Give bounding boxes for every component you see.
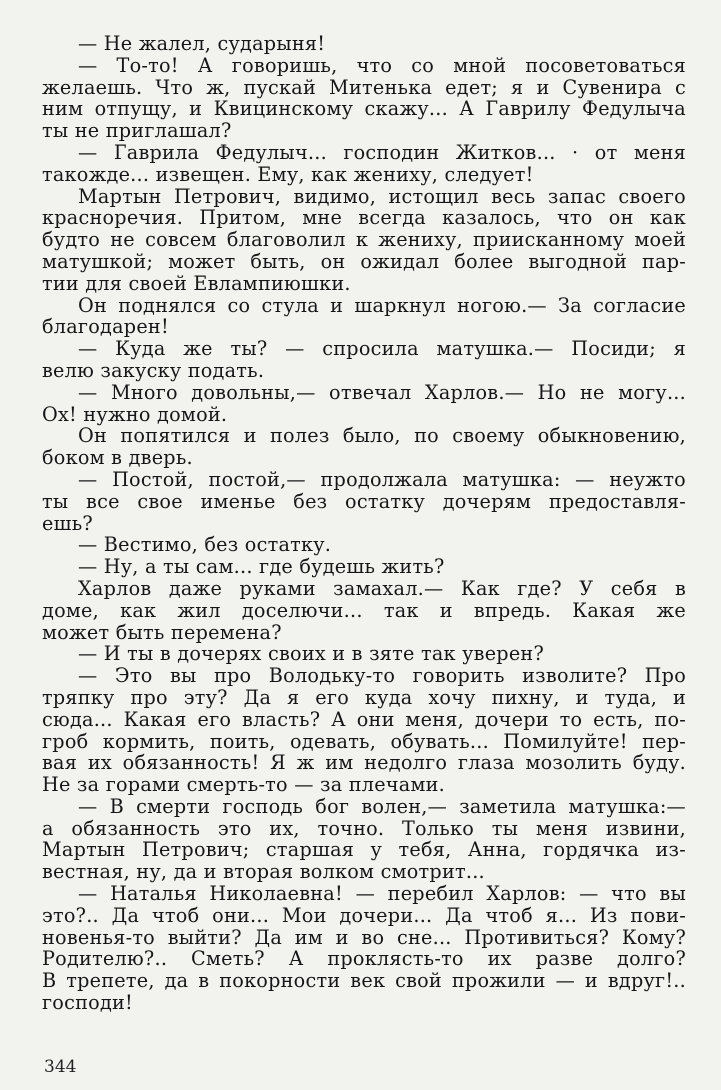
text-line: вая их обязанность! Я ж им недолго глаза мозолить буду. <box>42 751 686 775</box>
text-line: такожде... извещен. Ему, как жениху, следует! <box>42 162 534 186</box>
text-line: В трепете, да в покорности век свой прожили — и вдруг!.. <box>42 969 686 993</box>
paragraph <box>42 142 686 186</box>
paragraph <box>42 665 686 796</box>
text-line: доме, как жил доселючи... так и впредь. Какая же <box>42 598 686 622</box>
paragraph <box>42 883 686 1014</box>
text-line: Родителю?.. Сметь? А проклясть-то их разве долго? <box>42 947 686 971</box>
text-line: сюда... Какая его власть? А они меня, дочери то есть, по- <box>42 707 686 731</box>
text-line: будто не совсем благоволил к жениху, приисканному моей <box>42 228 686 252</box>
text-line: Мартын Петрович; старшая у тебя, Анна, гордячка из- <box>42 838 686 862</box>
paragraph <box>42 186 686 295</box>
text-line: — Постой, постой,— продолжала матушка: — неужто <box>78 467 686 491</box>
text-line: боком в дверь. <box>42 446 193 470</box>
text-line: — Много довольны,— отвечал Харлов.— Но не могу... <box>78 380 686 404</box>
paragraph <box>42 33 686 55</box>
paragraph <box>42 55 686 142</box>
text-line: а обязанность это их, точно. Только ты меня извини, <box>42 816 686 840</box>
text-line: вестная, ну, да и вторая волком смотрит... <box>42 860 485 884</box>
text-line: — Гаврила Федулыч... господин Житков... · от меня <box>78 140 686 164</box>
text-line: Харлов даже руками замахал.— Как где? У себя в <box>78 576 686 600</box>
paragraph <box>42 295 686 339</box>
text-line: — Не жалел, сударыня! <box>78 32 326 55</box>
text-line: благодарен! <box>42 315 169 339</box>
text-line: ты все свое именье без остатку дочерям предоставля- <box>42 489 686 513</box>
text-line: — Это вы про Володьку-то говорить изволите? Про <box>78 664 686 688</box>
text-line: — И ты в дочерях своих и в зяте так уверен? <box>78 642 545 666</box>
text-line: Мартын Петрович, видимо, истощил весь запас своего <box>78 184 686 208</box>
text-line: — Вестимо, без остатку. <box>78 533 332 557</box>
text-line: тии для своей Евлампиюшки. <box>42 271 351 295</box>
paragraph <box>42 425 686 469</box>
paragraph <box>42 643 686 665</box>
text-line: Он попятился и полез было, по своему обыкновению, <box>78 424 686 448</box>
paragraph <box>42 469 686 534</box>
text-line: красноречия. Притом, мне всегда казалось, что он как <box>42 206 686 230</box>
text-line: — Наталья Николаевна! — перебил Харлов: — что вы <box>78 882 686 906</box>
text-line: господи! <box>42 991 134 1015</box>
paragraph <box>42 556 686 578</box>
paragraph <box>42 796 686 883</box>
text-line: — В смерти господь бог волен,— заметила матушка:— <box>78 794 686 818</box>
text-line: Ох! нужно домой. <box>42 402 228 426</box>
text-line: ним отпущу, и Квицинскому скажу... А Гаврилу Федулыча <box>42 97 686 121</box>
text-line: велю закуску подать. <box>42 358 265 382</box>
text-line: — Куда же ты? — спросила матушка.— Посиди; я <box>78 337 686 361</box>
paragraph <box>42 382 686 426</box>
page-text <box>42 33 686 1014</box>
text-line: Не за горами смерть-то — за плечами. <box>42 773 446 797</box>
text-line: это?.. Да чтоб они... Мои дочери... Да чтоб я... Из пови- <box>42 903 686 927</box>
text-line: гроб кормить, поить, одевать, обувать... Помилуйте! пер- <box>42 729 686 753</box>
text-line: Он поднялся со стула и шаркнул ногою.— За согласие <box>78 293 686 317</box>
text-line: может быть перемена? <box>42 620 282 644</box>
text-line: — Ну, а ты сам... где будешь жить? <box>78 555 445 579</box>
text-line: тряпку про эту? Да я его куда хочу пихну, и туда, и <box>42 685 686 709</box>
text-line: матушкой; может быть, он ожидал более выгодной пар- <box>42 249 686 273</box>
page-number: 344 <box>44 1057 77 1077</box>
paragraph <box>42 338 686 382</box>
text-line: новенья-то выйти? Да им и во сне... Противиться? Кому? <box>42 925 686 949</box>
text-line: желаешь. Что ж, пускай Митенька едет; я и Сувенира с <box>42 75 686 99</box>
paragraph <box>42 534 686 556</box>
text-line: ты не приглашал? <box>42 119 232 143</box>
text-line: ешь? <box>42 511 93 535</box>
paragraph <box>42 578 686 643</box>
text-line: — То-то! А говоришь, что со мной посоветоваться <box>78 53 686 77</box>
